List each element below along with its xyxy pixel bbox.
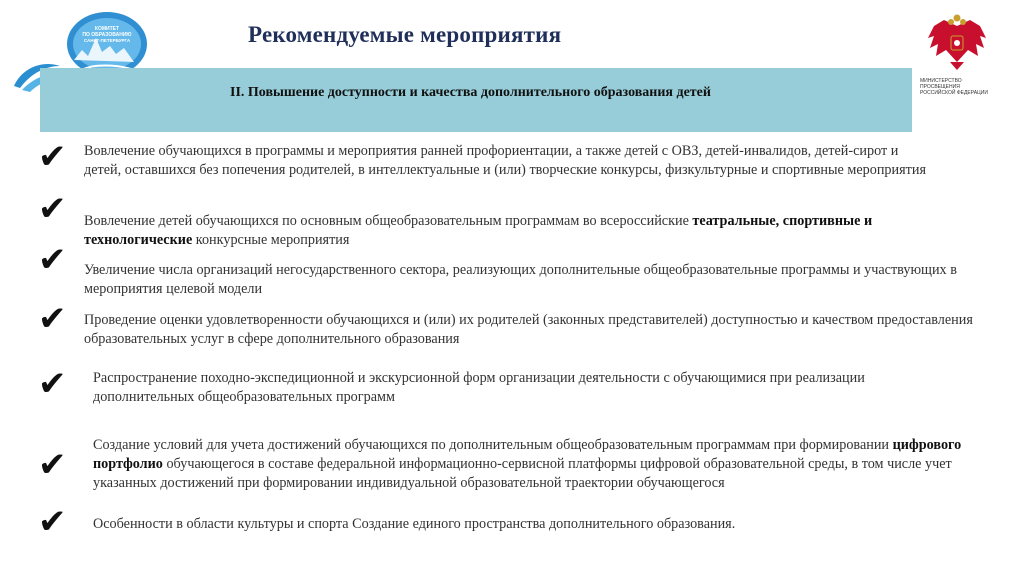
checkmark-icon: ✔ — [38, 502, 67, 542]
logo-line-2: ПО ОБРАЗОВАНИЮ — [82, 32, 132, 38]
list-item — [93, 369, 963, 407]
list-item — [93, 436, 973, 493]
item-text: Увеличение числа организаций негосударственного сектора, реализующих дополнительные общеобразовательные программы и участвующих в мероприятия целевой модели — [84, 262, 957, 297]
item-text-start: Вовлечение детей обучающихся по основным общеобразовательным программам во всероссийские — [84, 213, 693, 229]
item-text-end: обучающегося в составе федеральной информационно-сервисной платформы цифровой образовательной среды, в том числе учет указанных достижений при формировании индивидуальной образовательной траектории обучающегося — [93, 456, 952, 491]
item-text-end: конкурсные мероприятия — [192, 232, 350, 248]
item-text-start: Создание условий для учета достижений обучающихся по дополнительным общеобразовательным программам при формировании — [93, 437, 893, 453]
page-title: Рекомендуемые мероприятия — [248, 22, 562, 47]
checkmark-icon: ✔ — [38, 445, 67, 485]
checkmark-icon: ✔ — [38, 364, 67, 404]
list-item — [84, 142, 934, 180]
section-banner — [40, 68, 912, 132]
item-text-bold: театральные, спортивные и технологические — [84, 213, 873, 248]
item-text: Вовлечение обучающихся в программы и мероприятия ранней профориентации, а также детей с ОВЗ, детей-инвалидов, детей-сирот и детей, оставшихся без попечения родителей, в интеллектуальные и (или) творческие конкурсы, физкультурные и спортивные мероприятия — [84, 143, 926, 178]
logo-line-1: КОМИТЕТ — [94, 26, 120, 32]
list-item — [84, 261, 964, 299]
eagle-emblem-icon — [914, 12, 1000, 78]
ministry-line-1: МИНИСТЕРСТВО ПРОСВЕЩЕНИЯ — [920, 78, 962, 90]
checkmark-icon: ✔ — [38, 240, 67, 280]
checkmark-icon: ✔ — [38, 189, 67, 229]
section-heading: II. Повышение доступности и качества дополнительного образования детей — [230, 85, 711, 100]
checkmark-icon: ✔ — [38, 137, 67, 177]
item-text: Распространение походно-экспедиционной и экскурсионной форм организации деятельности с обучающимися при реализации дополнительных общеобразовательных программ — [93, 370, 865, 405]
item-text: Проведение оценки удовлетворенности обучающихся и (или) их родителей (законных представителей) доступностью и качеством предоставления образовательных услуг в сфере дополнительного образования — [84, 312, 973, 347]
item-text: Особенности в области культуры и спорта Создание единого пространства дополнительного образования. — [93, 516, 736, 532]
ministry-line-2: РОССИЙСКОЙ ФЕДЕРАЦИИ — [920, 90, 988, 96]
item-text-bold: цифрового портфолио — [93, 437, 962, 472]
list-item — [84, 311, 974, 349]
checkmark-icon: ✔ — [38, 299, 67, 339]
logo-line-3: САНКТ-ПЕТЕРБУРГА — [83, 38, 131, 43]
list-item — [93, 515, 963, 534]
list-item — [84, 212, 964, 250]
ministry-emblem — [914, 12, 1000, 102]
